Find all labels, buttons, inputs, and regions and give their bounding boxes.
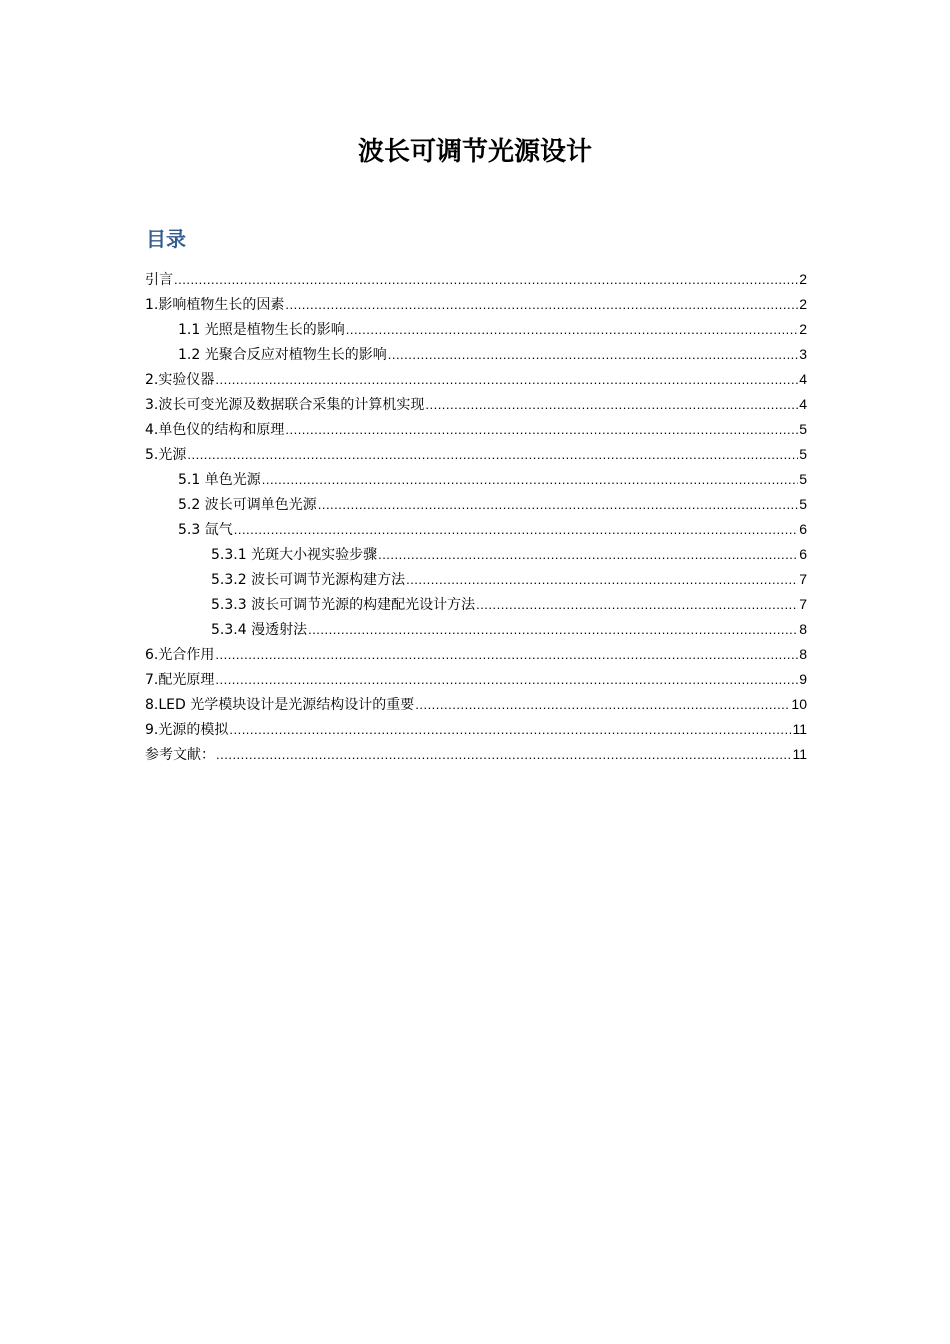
- toc-entry-label[interactable]: 5.2 波长可调单色光源: [178, 497, 317, 513]
- toc-page-number: 5: [799, 471, 807, 487]
- toc-entry-label[interactable]: 5.3 氙气: [178, 522, 233, 538]
- toc-dot-leader: [285, 417, 798, 442]
- toc-page-number: 4: [799, 371, 807, 387]
- toc-entry-label[interactable]: 5.3.4 漫透射法: [211, 622, 308, 638]
- toc-entry-label[interactable]: 3.波长可变光源及数据联合采集的计算机实现: [145, 397, 425, 413]
- toc-dot-leader: [215, 367, 798, 392]
- toc-dot-leader: [425, 392, 798, 417]
- toc-dot-leader: [308, 617, 798, 642]
- toc-entry[interactable]: [145, 742, 807, 767]
- toc-entry-label[interactable]: 4.单色仪的结构和原理: [145, 422, 285, 438]
- toc-entry[interactable]: [145, 442, 807, 467]
- toc-dot-leader: [388, 342, 798, 367]
- toc-dot-leader: [174, 267, 798, 292]
- toc-entry-label[interactable]: 1.影响植物生长的因素: [145, 297, 285, 313]
- toc-entry-label[interactable]: 5.1 单色光源: [178, 472, 261, 488]
- toc-heading: 目录: [146, 227, 186, 251]
- toc-dot-leader: [378, 542, 798, 567]
- toc-entry[interactable]: [145, 292, 807, 317]
- toc-entry[interactable]: [145, 642, 807, 667]
- toc-page-number: 10: [791, 696, 807, 712]
- toc-page-number: 11: [792, 746, 807, 762]
- toc-page-number: 7: [799, 596, 807, 612]
- document-title: 波长可调节光源设计: [357, 137, 592, 167]
- toc-page-number: 4: [799, 396, 807, 412]
- toc-entry[interactable]: [145, 317, 807, 342]
- toc-dot-leader: [216, 742, 791, 767]
- toc-page-number: 2: [799, 271, 807, 287]
- toc-page-number: 6: [799, 521, 807, 537]
- toc-entry[interactable]: [145, 467, 807, 492]
- toc-page-number: 8: [799, 646, 807, 662]
- toc-page-number: 5: [799, 446, 807, 462]
- toc-entry-label[interactable]: 7.配光原理: [145, 672, 215, 688]
- toc-entry-label[interactable]: 1.2 光聚合反应对植物生长的影响: [178, 347, 387, 363]
- toc-entry-label[interactable]: 1.1 光照是植物生长的影响: [178, 322, 345, 338]
- toc-page-number: 7: [799, 571, 807, 587]
- toc-entry[interactable]: [145, 492, 807, 517]
- toc-dot-leader: [318, 492, 798, 517]
- toc-entry-label[interactable]: 5.3.1 光斑大小视实验步骤: [211, 547, 378, 563]
- toc-entry[interactable]: [145, 367, 807, 392]
- toc-entry[interactable]: [145, 692, 807, 717]
- toc-entry[interactable]: [145, 592, 807, 617]
- toc-entry-label[interactable]: 5.3.3 波长可调节光源的构建配光设计方法: [211, 597, 476, 613]
- toc-dot-leader: [406, 567, 798, 592]
- toc-dot-leader: [476, 592, 798, 617]
- toc-dot-leader: [285, 292, 798, 317]
- toc-page-number: 5: [799, 421, 807, 437]
- toc-entry[interactable]: [145, 542, 807, 567]
- toc-entry[interactable]: [145, 267, 807, 292]
- toc-entry-label[interactable]: 引言: [145, 272, 173, 288]
- toc-dot-leader: [215, 667, 798, 692]
- toc-entry-label[interactable]: 5.3.2 波长可调节光源构建方法: [211, 572, 406, 588]
- toc-page-number: 6: [799, 546, 807, 562]
- toc-page-number: 2: [799, 321, 807, 337]
- toc-entry[interactable]: [145, 517, 807, 542]
- toc-entry[interactable]: [145, 617, 807, 642]
- toc-entry[interactable]: [145, 717, 807, 742]
- toc-page-number: 3: [799, 346, 807, 362]
- toc-entry-label[interactable]: 6.光合作用: [145, 647, 215, 663]
- toc-dot-leader: [346, 317, 798, 342]
- toc-entry-label[interactable]: 9.光源的模拟: [145, 722, 229, 738]
- toc-page-number: 5: [799, 496, 807, 512]
- toc-entry-label[interactable]: 8.LED 光学模块设计是光源结构设计的重要: [145, 697, 415, 713]
- table-of-contents: [145, 267, 807, 767]
- toc-page-number: 8: [799, 621, 807, 637]
- toc-entry[interactable]: [145, 417, 807, 442]
- toc-entry-label[interactable]: 参考文献：: [145, 747, 215, 763]
- toc-entry[interactable]: [145, 667, 807, 692]
- toc-dot-leader: [229, 717, 791, 742]
- toc-entry[interactable]: [145, 342, 807, 367]
- toc-dot-leader: [215, 642, 798, 667]
- toc-page-number: 11: [792, 721, 807, 737]
- toc-dot-leader: [262, 467, 798, 492]
- toc-dot-leader: [187, 442, 798, 467]
- toc-entry[interactable]: [145, 392, 807, 417]
- toc-entry-label[interactable]: 2.实验仪器: [145, 372, 215, 388]
- toc-page-number: 2: [799, 296, 807, 312]
- toc-entry[interactable]: [145, 567, 807, 592]
- toc-dot-leader: [234, 517, 798, 542]
- toc-entry-label[interactable]: 5.光源: [145, 447, 187, 463]
- toc-page-number: 9: [799, 671, 807, 687]
- toc-dot-leader: [415, 692, 790, 717]
